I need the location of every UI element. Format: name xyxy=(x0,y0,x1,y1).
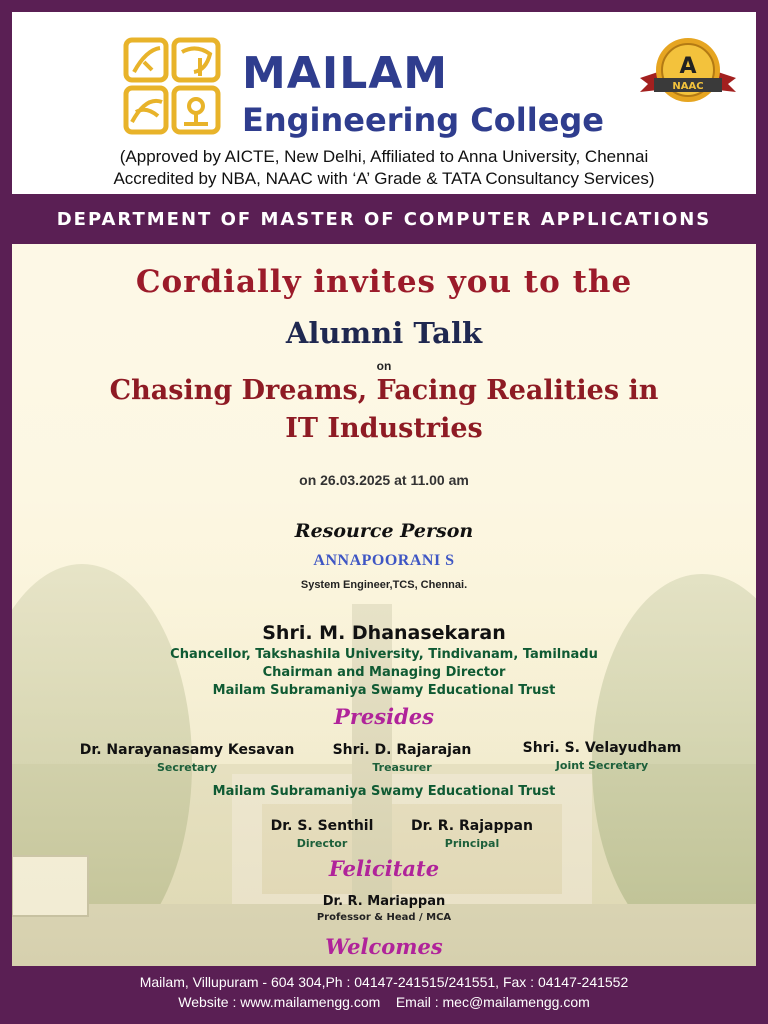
official-name: Dr. R. Rajappan xyxy=(411,818,533,834)
topic-line1: Chasing Dreams, Facing Realities in xyxy=(109,375,659,406)
official-principal xyxy=(392,818,552,850)
naac-grade: A xyxy=(679,54,697,79)
resource-person-label: Resource Person xyxy=(294,520,474,542)
resource-person-name: ANNAPOORANI S xyxy=(313,552,455,569)
trustee-treasurer xyxy=(312,742,492,774)
chancellor-title-line3: Mailam Subramaniya Swamy Educational Trust xyxy=(212,683,556,698)
official-role: Principal xyxy=(444,837,500,850)
chancellor-title-line1: Chancellor, Takshashila University, Tindivanam, Tamilnadu xyxy=(170,647,598,662)
college-logo-icon xyxy=(122,36,222,136)
hod-name: Dr. R. Mariappan xyxy=(322,894,446,909)
trustee-role: Treasurer xyxy=(372,761,432,774)
trustee-name: Dr. Narayanasamy Kesavan xyxy=(79,742,295,758)
official-name: Dr. S. Senthil xyxy=(270,818,374,834)
approval-line1: (Approved by AICTE, New Delhi, Affiliated to Anna University, Chennai xyxy=(119,147,649,166)
event-title: Alumni Talk xyxy=(285,316,483,350)
header xyxy=(12,12,756,194)
hod xyxy=(284,894,484,923)
topic-line2: IT Industries xyxy=(285,413,483,444)
talk-topic xyxy=(12,372,756,448)
chancellor-title-line2: Chairman and Managing Director xyxy=(262,665,506,680)
trustee-role: Secretary xyxy=(156,761,218,774)
approval-line2: Accredited by NBA, NAAC with ‘A’ Grade & TATA Consultancy Services) xyxy=(113,169,655,188)
official-director xyxy=(242,818,402,850)
trustee-name: Shri. S. Velayudham xyxy=(522,740,682,756)
college-name-line2: Engineering College xyxy=(242,101,604,139)
footer-address: Mailam, Villupuram - 604 304,Ph : 04147-241515/241551, Fax : 04147-241552 xyxy=(139,974,629,990)
presides-label: Presides xyxy=(334,704,434,729)
hod-role: Professor & Head / MCA xyxy=(316,912,452,923)
event-date: on 26.03.2025 at 11.00 am xyxy=(299,472,469,488)
trust-name: Mailam Subramaniya Swamy Educational Trust xyxy=(212,784,556,799)
trustee-secretary xyxy=(62,742,312,774)
welcomes-label: Welcomes xyxy=(325,934,443,959)
trustee-name: Shri. D. Rajarajan xyxy=(332,742,472,758)
trustee-joint-secretary xyxy=(502,740,702,772)
official-role: Director xyxy=(296,837,348,850)
invitation-content xyxy=(12,244,756,966)
footer-contact xyxy=(0,972,768,1012)
resource-person-role: System Engineer,TCS, Chennai. xyxy=(300,579,468,591)
department-title: DEPARTMENT OF MASTER OF COMPUTER APPLICATIONS xyxy=(56,209,712,230)
college-name-line1: MAILAM xyxy=(242,48,449,99)
footer-web-email: Website : www.mailamengg.com Email : mec@mailamengg.com xyxy=(178,994,590,1010)
invite-heading: Cordially invites you to the xyxy=(135,264,633,300)
chancellor-name: Shri. M. Dhanasekaran xyxy=(262,622,506,644)
approval-text xyxy=(12,146,756,190)
invitation-body xyxy=(12,244,756,966)
chancellor-title xyxy=(12,646,756,700)
naac-badge-icon xyxy=(638,32,738,112)
trustee-role: Joint Secretary xyxy=(555,759,649,772)
on-label: on xyxy=(376,359,392,373)
naac-label: NAAC xyxy=(672,81,704,92)
felicitate-label: Felicitate xyxy=(328,856,440,881)
